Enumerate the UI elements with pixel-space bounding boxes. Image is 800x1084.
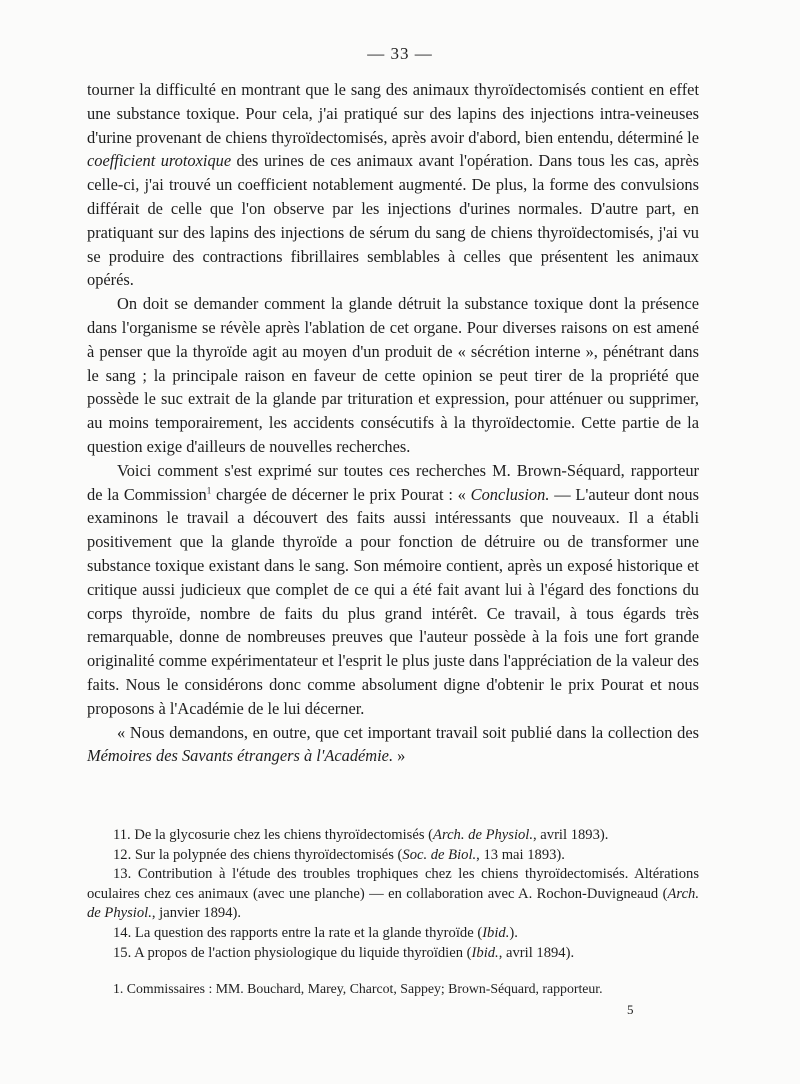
paragraph-3	[87, 459, 699, 721]
paragraph-1-text-end: des urines de ces animaux avant l'opération. Dans tous les cas, après celle-ci, j'ai trouvé un coefficient notablement augmenté. De plus, la forme des convulsions différait de celle que l'on observe par les injections d'urines normales. D'autre part, en pratiquant sur des lapins des injections de sérum du sang de chiens thyroïdectomisés, j'ai vu se produire des contractions fibrillaires semblables à celles que présentent les animaux opérés.	[87, 151, 699, 290]
publication-item	[87, 865, 699, 924]
main-text	[87, 78, 699, 768]
footnote-number: 1.	[113, 981, 124, 996]
publication-date: ).	[509, 924, 518, 941]
publication-source: Arch. de Physiol.	[433, 827, 533, 843]
publication-item	[87, 944, 699, 964]
signature-mark: 5	[627, 1002, 634, 1017]
paragraph-4-text-end: »	[393, 746, 406, 766]
publication-source: Arch. de Physiol.	[87, 885, 699, 922]
publication-number: 15.	[113, 944, 132, 961]
paragraph-3-emphasis: Conclusion.	[470, 484, 550, 504]
paragraph-4-text-start: « Nous demandons, en outre, que cet important travail soit publié dans la collection des	[117, 722, 699, 742]
publication-date: , avril 1894).	[498, 944, 575, 961]
publication-date: , avril 1893).	[533, 827, 609, 843]
publication-text: Contribution à l'étude des troubles trophiques chez les chiens thyroïdectomisés. Altérations oculaires chez ces animaux (avec une planche) — en collaboration avec A. Rochon-Duvigneaud (	[87, 866, 699, 902]
publication-source: Soc. de Biol.	[402, 846, 477, 863]
paragraph-4	[87, 721, 699, 769]
paragraph-1-text: tourner la difficulté en montrant que le sang des animaux thyroïdectomisés contient en effet une substance toxique. Pour cela, j'ai pratiqué sur des lapins des injections intra-veineuses d'urine provenant de chiens thyroïdectomisés, après avoir d'abord, bien entendu, déterminé le	[87, 80, 699, 147]
publication-text: A propos de l'action physiologique du liquide thyroïdien (	[131, 944, 472, 961]
footnote-text: Commissaires : MM. Bouchard, Marey, Charcot, Sappey; Brown-Séquard, rapporteur.	[123, 981, 603, 996]
publication-item	[87, 846, 699, 866]
publication-date: , janvier 1894).	[151, 905, 242, 922]
publication-text: La question des rapports entre la rate et la glande thyroïde (	[131, 924, 483, 941]
paragraph-1	[87, 78, 699, 292]
publication-list	[87, 826, 699, 963]
publication-text: De la glycosurie chez les chiens thyroïdectomisés (	[130, 827, 434, 843]
footnote	[87, 980, 699, 998]
publication-date: , 13 mai 1893).	[476, 846, 565, 863]
paragraph-2	[87, 292, 699, 459]
paragraph-3-text-start: Voici comment s'est exprimé sur toutes ces recherches M. Brown-Séquard, rapporteur de la Commission	[87, 460, 699, 504]
page-number: — 33 —	[367, 44, 433, 63]
publication-number: 14.	[113, 924, 132, 941]
paragraph-4-emphasis: Mémoires des Savants étrangers à l'Académie.	[87, 746, 394, 766]
publication-number: 13.	[113, 866, 132, 883]
publication-number: 11.	[113, 827, 131, 843]
paragraph-2-text: On doit se demander comment la glande détruit la substance toxique dont la présence dans l'organisme se révèle après l'ablation de cet organe. Pour diverses raisons on est amené à penser que la thyroïde agit au moyen d'un produit de « sécrétion interne », pénétrant dans le sang ; la principale raison en faveur de cette opinion se peut tirer de la propriété que possède le suc extrait de la glande par trituration et expression, pour atténuer ou supprimer, au moins temporairement, les accidents consécutifs à la thyroïdectomie. Cette partie de la question exige d'ailleurs de nouvelles recherches.	[87, 294, 699, 456]
publication-text: Sur la polypnée des chiens thyroïdectomisés (	[131, 846, 403, 863]
paragraph-3-text-mid: chargée de décerner le prix Pourat : «	[211, 484, 471, 504]
paragraph-3-text-end: — L'auteur dont nous examinons le travail a découvert des faits aussi intéressants que nouveaux. Il a établi positivement que la glande thyroïde a pour fonction de détruire ou de transformer une substance toxique existant dans le sang. Son mémoire contient, après un exposé historique et critique aussi judicieux que complet de ce qui a été fait avant lui à l'égard des fonctions du corps thyroïde, nombre de faits du plus grand intérêt. Ce travail, à tous égards très remarquable, donne de nombreuses preuves que l'auteur possède à la fois une fort grande originalité comme expérimentateur et l'esprit le plus juste dans l'appréciation de la valeur des faits. Nous le considérons donc comme absolument digne d'obtenir le prix Pourat et nous proposons à l'Académie de le lui décerner.	[87, 484, 699, 718]
publication-item	[87, 826, 699, 846]
publication-source: Ibid.	[482, 924, 510, 941]
publication-item	[87, 924, 699, 944]
publication-number: 12.	[113, 846, 132, 863]
paragraph-1-emphasis: coefficient urotoxique	[87, 151, 232, 171]
publication-source: Ibid.	[471, 944, 499, 961]
footnote-reference: 1	[206, 485, 212, 496]
